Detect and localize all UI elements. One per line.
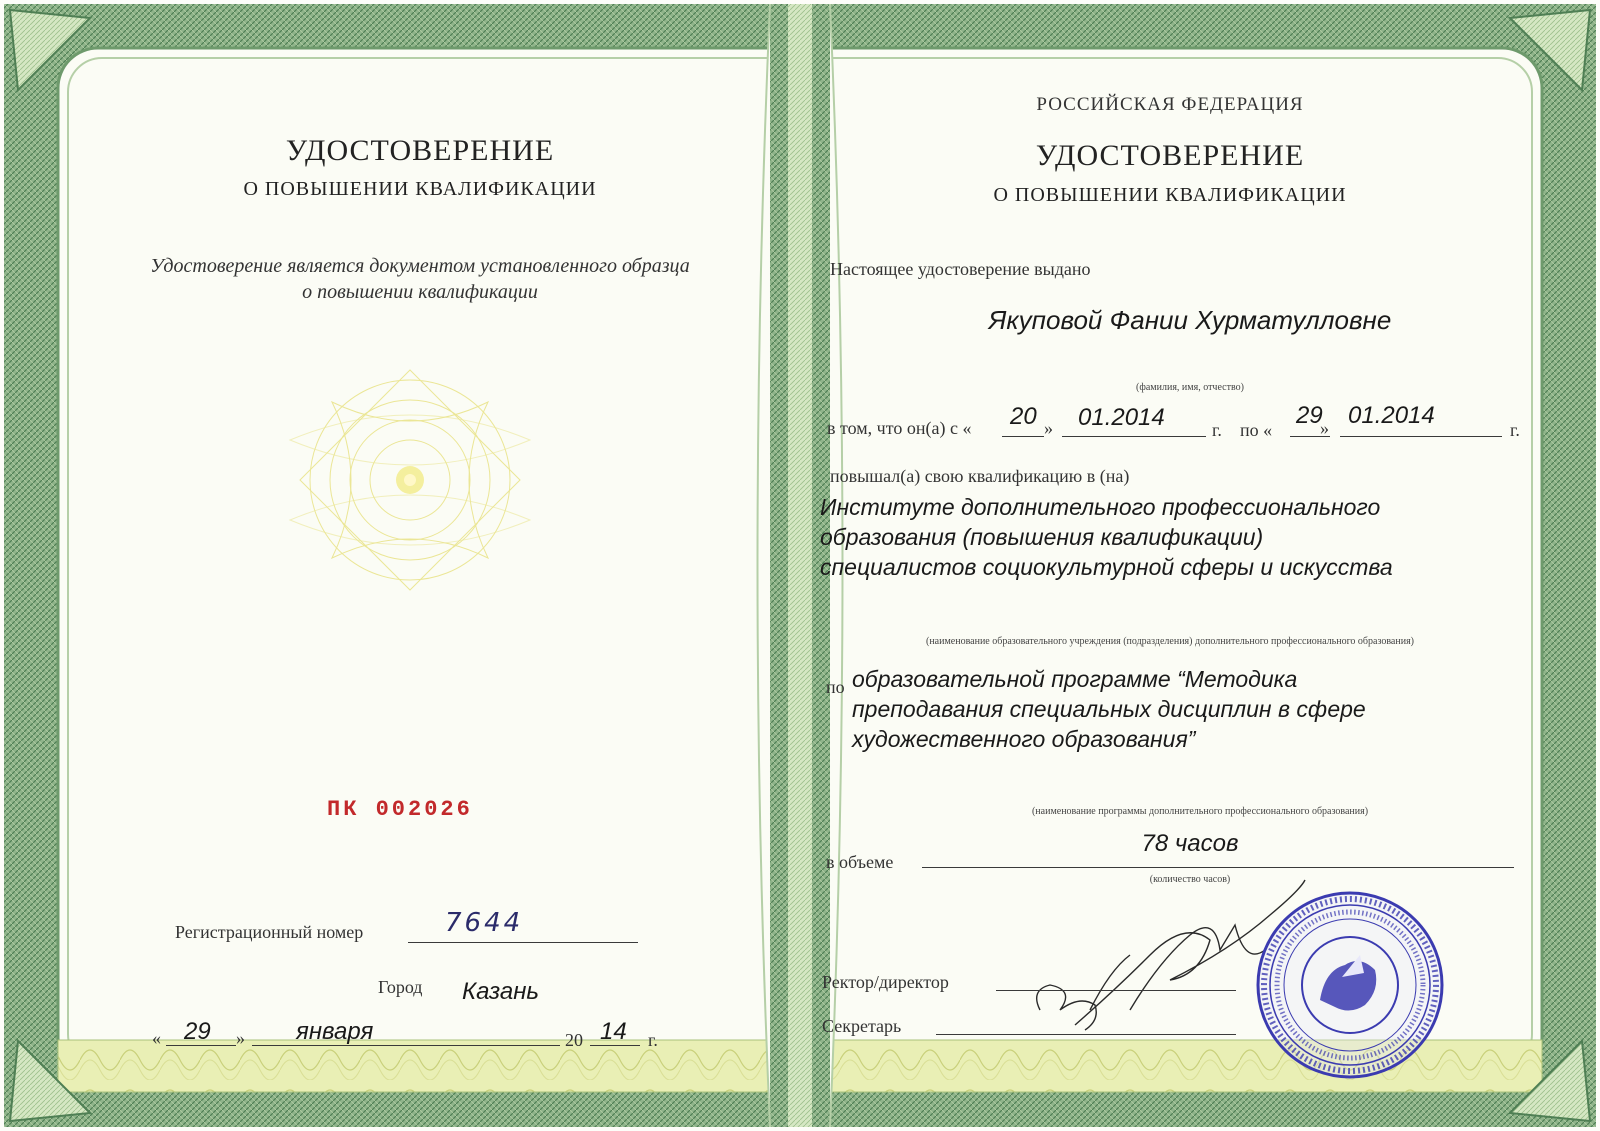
to-label: по « (1240, 420, 1273, 440)
from-date-line (1062, 436, 1206, 437)
institution-line2: образования (повышения квалификации) (820, 524, 1264, 550)
issued-to-label: Настоящее удостоверение выдано (830, 259, 1091, 279)
reg-number-value: 7644 (445, 908, 524, 938)
left-subtitle: О ПОВЫШЕНИИ КВАЛИФИКАЦИИ (243, 178, 597, 200)
program-line1: образовательной программе “Методика (852, 666, 1298, 692)
date-day-line (166, 1045, 236, 1046)
date-year-line (590, 1045, 640, 1046)
program-prefix: по (826, 677, 845, 697)
date-year-prefix: 20 (565, 1030, 583, 1050)
city-value: Казань (462, 978, 540, 1005)
institution-line1: Институте дополнительного профессионального (820, 494, 1381, 520)
reg-number-line (408, 942, 638, 943)
stamp-seal (1258, 893, 1442, 1077)
date-close-quote: » (236, 1028, 245, 1048)
right-subtitle: О ПОВЫШЕНИИ КВАЛИФИКАЦИИ (993, 184, 1347, 206)
institution-line3: специалистов социокультурной сферы и искусства (820, 554, 1393, 580)
from-day-line (1002, 436, 1044, 437)
volume-caption: (количество часов) (1149, 874, 1231, 885)
city-label: Город (378, 977, 423, 997)
right-title: УДОСТОВЕРЕНИЕ (1035, 139, 1305, 172)
program-line3: художественного образования” (852, 726, 1196, 752)
from-close-quote: » (1044, 418, 1053, 438)
volume-label: в объеме (826, 852, 894, 872)
country-heading: РОССИЙСКАЯ ФЕДЕРАЦИЯ (1036, 94, 1304, 115)
date-month: января (296, 1018, 374, 1045)
secretary-label: Секретарь (822, 1016, 902, 1036)
program-line2: преподавания специальных дисциплин в сфере (852, 696, 1366, 722)
period-from-day: 20 (1010, 403, 1037, 430)
date-open-quote: « (152, 1028, 161, 1048)
institution-caption: (наименование образовательного учреждения (подразделения) дополнительного профессионального образования) (925, 636, 1415, 647)
recipient-name: Якуповой Фании Хурматулловне (988, 305, 1392, 335)
period-from-date: 01.2014 (1078, 404, 1165, 431)
period-to-day: 29 (1296, 402, 1323, 429)
g1: г. (1212, 420, 1222, 440)
to-date-line (1340, 436, 1502, 437)
period-prefix: в том, что он(а) с « (827, 418, 972, 438)
date-g: г. (648, 1030, 658, 1050)
to-close-quote: » (1320, 418, 1329, 438)
name-caption: (фамилия, имя, отчество) (1136, 382, 1244, 393)
period-to-date: 01.2014 (1348, 402, 1435, 429)
qualified-label: повышал(а) свою квалификацию в (на) (830, 466, 1130, 486)
volume-value: 78 часов (1141, 830, 1239, 857)
secretary-signature-line (936, 1034, 1236, 1035)
rector-signature-line (996, 990, 1236, 991)
volume-line (922, 867, 1514, 868)
date-day: 29 (184, 1018, 211, 1045)
rector-label: Ректор/директор (822, 972, 949, 992)
g2: г. (1510, 420, 1520, 440)
left-note-line2: о повышении квалификации (302, 281, 538, 303)
left-title: УДОСТОВЕРЕНИЕ (285, 134, 555, 167)
reg-number-label: Регистрационный номер (175, 922, 364, 942)
left-note-line1: Удостоверение является документом установленного образца (150, 255, 690, 277)
date-month-line (252, 1045, 560, 1046)
serial-number: ПК 002026 (327, 797, 473, 822)
program-caption: (наименование программы дополнительного профессионального образования) (1031, 806, 1369, 817)
date-year-suffix: 14 (600, 1018, 627, 1045)
